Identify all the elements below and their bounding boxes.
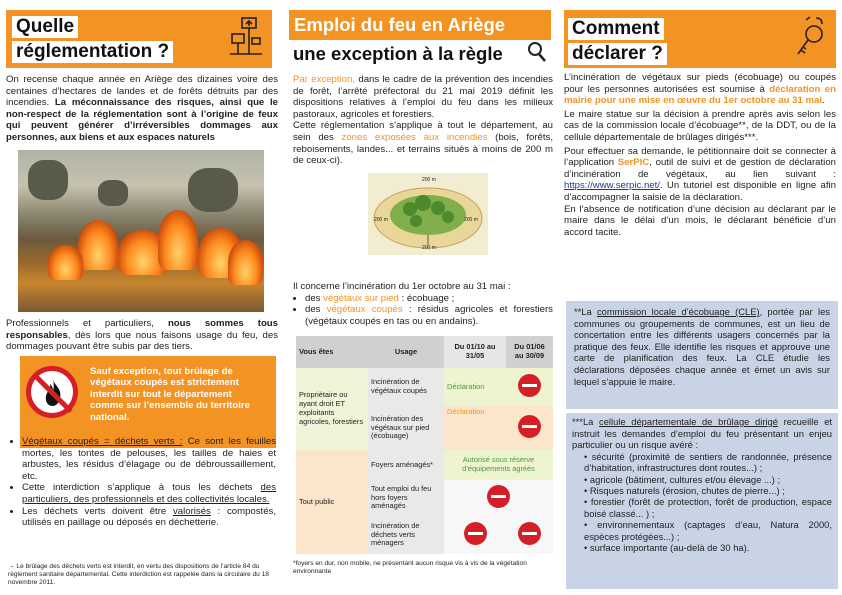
row5-forbidden1 <box>444 516 506 554</box>
th-period1: Du 01/10 au 31/05 <box>444 336 506 368</box>
col2-p1 <box>293 74 553 120</box>
col2-p3: Il concerne l’incinération du 1er octobre au 31 mai : <box>293 281 511 292</box>
list-item: • forestier (forêt de protection, forêt de production, espace boisé classé... ) ; <box>584 496 832 519</box>
wildfire-photo <box>18 150 264 312</box>
col1-title-line2: réglementation ? <box>12 41 173 63</box>
b2-text: : résidus agricoles et forestiers (végétaux coupés en tas ou en andains). <box>305 304 553 327</box>
row2-forbidden <box>506 406 553 450</box>
list-item: • surface importante (au-delà de 30 ha). <box>584 542 750 554</box>
map-label: 200 m <box>422 245 436 251</box>
signpost-icon <box>228 14 266 60</box>
item-text: forestier (forêt de protection, forêt de production, espace boisé classé... ) ; <box>584 496 832 519</box>
item-text: sécurité (proximité de sentiers de randonnée, présence d’habitation, infrastructures dont routes...) ; <box>584 450 832 474</box>
warning-box <box>20 356 276 448</box>
row3-val: Autorisé sous réserve d’équipements agréés <box>444 450 553 480</box>
no-fire-icon <box>26 366 78 418</box>
cellule-box <box>566 413 838 589</box>
list-item <box>22 436 276 482</box>
row5-usage: Incinération de déchets verts ménagers <box>368 516 444 554</box>
col2-title-line2: une exception à la règle <box>289 43 507 65</box>
para2-b: , dès lors que nous faisons usage du feu, des dommages pouvant être subis par des tiers. <box>6 329 278 353</box>
item-text: surface importante (au-delà de 30 ha). <box>589 542 750 554</box>
key-icon <box>792 14 832 62</box>
bullet2-u: des particuliers, des professionnels et des collectivités locales. <box>22 482 276 505</box>
item-text: agricole (bâtiment, cultures et/ou élevage ...) ; <box>589 473 781 485</box>
col2-bullets <box>293 293 553 328</box>
intro-bold: La méconnaissance des risques, ainsi que le non-respect de la réglementation sont à l’origine de feux qui peuvent générer d’irréversibles dommages aux personnes, aux biens et aux espaces naturels <box>6 97 278 143</box>
bullet1-t: Ce sont les feuilles mortes, les tontes de pelouses, les tailles de haies et arbustes, les résidus d’élagage ou de débroussaillement, etc. <box>22 436 276 482</box>
row2-decl: Déclaration <box>444 406 506 450</box>
bullet2-t: Cette interdiction s’applique à tous les déchets <box>22 482 261 494</box>
box2-a: ***La <box>572 416 600 427</box>
b1-or: végétaux sur pied <box>323 292 399 304</box>
box1-a: **La <box>574 306 597 317</box>
col3-title-line2: déclarer ? <box>568 43 667 65</box>
map-label: 200 m <box>374 217 388 223</box>
p1-b: . <box>822 95 825 107</box>
p3-a: Pour effectuer sa demande, le pétitionnaire doit se connecter à l’application <box>564 145 836 169</box>
col3-p1 <box>564 72 836 107</box>
col2-header <box>289 10 551 68</box>
row1-usage: Incinération de végétaux coupés <box>368 368 444 406</box>
bullet3-u: valorisés <box>172 505 211 517</box>
bullet3-t2: : compostés, utilisés en paillage ou déposés en déchetterie. <box>22 505 277 529</box>
col2-p2 <box>293 120 553 166</box>
group1: Propriétaire ou ayant droit ET exploitants agricoles, forestiers <box>296 368 368 450</box>
col1-bullets <box>8 436 276 529</box>
row2-usage: Incinération des végétaux sur pied (écobuage) <box>368 406 444 450</box>
p1-text: dans le cadre de la prévention des incendies de forêt, l’arrêté préfectoral du 21 mai 2019 définit les dispositions relatives à l’emploi du feu dans les milieux pastoraux, agricoles et forestiers. <box>293 74 553 120</box>
item-text: environnementaux (captages d’eau, Natura 2000, espèces protégées...) ; <box>584 519 832 542</box>
cellule-text <box>566 413 838 451</box>
col1-footnote: → Le brûlage des déchets verts est interdit, en vertu des dispositions de l’article 84 du règlement sanitaire départemental. Cette interdiction est rappelée dans la circulaire du 18 novembre 2011. <box>8 563 269 586</box>
col2-title-line1: Emploi du feu en Ariège <box>294 14 506 35</box>
list-item: • environnementaux (captages d’eau, Natura 2000, espèces protégées...) ; <box>584 519 832 542</box>
cellule-list <box>566 451 838 554</box>
col3-p4: En l’absence de notification d’une décision au déclarant par le maire dans le délai d’un mois, le déclarant bénéficie d’un accord tacite. <box>564 203 836 238</box>
para2-a: Professionnels et particuliers, <box>6 318 154 329</box>
list-item: • Risques naturels (érosion, chutes de pierre...) ; <box>584 485 785 496</box>
p2-or: zones exposées aux incendies <box>333 131 488 143</box>
list-item: • sécurité (proximité de sentiers de randonnée, présence d’habitation, infrastructures dont routes...) ; <box>584 450 832 474</box>
b2-or: végétaux coupés <box>326 304 403 316</box>
map-label: 200 m <box>464 217 478 223</box>
forbidden-icon <box>518 415 541 438</box>
cle-box <box>566 301 838 409</box>
col1-header <box>6 10 272 68</box>
row1-forbidden <box>506 368 553 406</box>
box1-b: , portée par les communes ou groupements de communes, est un lieu de concertation entre les différents usagers concernés par la pratique des feux. Elle identifie les risques et approuve une carte de planification des feux. La CLE étudie les déclarations déposées chaque année et émet un avis sur lequel s’appuie le maire. <box>574 306 830 387</box>
list-item: • agricole (bâtiment, cultures et/ou élevage ...) ; <box>584 473 781 485</box>
group2: Tout public <box>296 450 368 554</box>
forbidden-icon <box>464 522 487 545</box>
list-item <box>22 506 276 529</box>
box2-b: recueille et instruit les demandes d’emploi du feu présentant un enjeu particulier ou un risque avéré : <box>572 416 833 451</box>
row5-forbidden2 <box>506 516 553 554</box>
col3-p3 <box>564 146 836 204</box>
p3-b: , outil de suivi et de gestion de déclaration d’incinération de végétaux, au lien suivant : <box>564 157 836 180</box>
intro-text: On recense chaque année en Ariège des dizaines voire des centaines d’hectares de landes et de forêts détruits par des incendies. <box>6 74 278 109</box>
magnifier-icon <box>527 40 547 64</box>
box1-u: commission locale d’écobuage (CLE) <box>596 306 760 317</box>
zone-map <box>368 173 488 255</box>
p3-or: SerPIC <box>614 157 650 169</box>
cle-text <box>566 301 838 387</box>
item-text: Risques naturels (érosion, chutes de pierre...) ; <box>589 485 785 496</box>
usage-table <box>296 336 553 554</box>
forbidden-icon <box>518 374 541 397</box>
bullet1-u: Végétaux coupés = déchets verts : <box>22 436 183 447</box>
col3-title-line1: Comment <box>568 18 664 40</box>
p3-c: . Un tutoriel est disponible en ligne afin d’accompagner la saisie de la déclaration. <box>564 180 836 203</box>
forbidden-icon <box>487 485 510 508</box>
warning-text: Sauf exception, tout brûlage de végétaux coupés est strictement interdit sur tout le département comme sur l’ensemble du territoire national. <box>90 366 250 423</box>
row3-usage: Foyers aménagés* <box>368 450 444 480</box>
para2-bold: nous sommes tous responsables <box>6 318 278 341</box>
p1-or: déclaration en mairie pour une mise en œuvre du 1er octobre au 31 mai <box>564 83 836 107</box>
box2-u: cellule départementale de brûlage dirigé <box>599 416 778 427</box>
list-item <box>22 482 276 505</box>
list-item: • des végétaux coupés : résidus agricoles et forestiers (végétaux coupés en tas ou en andains). <box>305 304 553 327</box>
row1-decl: Déclaration <box>444 368 506 406</box>
map-label: 200 m <box>422 177 436 183</box>
forbidden-icon <box>518 522 541 545</box>
b1-text: : écobuage ; <box>398 292 455 304</box>
row4-usage: Tout emploi du feu hors foyers aménagés <box>368 480 444 516</box>
bullet3-t: Les déchets verts doivent être <box>22 505 173 517</box>
th-vous: Vous êtes <box>299 346 334 356</box>
p1-or: Par exception, <box>293 74 356 85</box>
col3-p2: Le maire statue sur la décision à prendre après avis selon les cas de la commission locale d’écobuage**, de la DDT, ou de la cellule départementale de brûlages dirigés***. <box>564 108 836 143</box>
list-item: • des végétaux sur pied : écobuage ; <box>305 293 553 305</box>
row4-forbidden <box>444 480 553 516</box>
th-period2: Du 01/06 au 30/09 <box>514 342 545 360</box>
col3-header <box>564 10 836 68</box>
col1-intro <box>6 74 278 144</box>
p2-a: Cette réglementation s’applique à tout le département, au sein des <box>293 120 553 143</box>
p2-b: (bois, forêts, reboisements, landes... et terrains situés à moins de 200 m de ceux-ci). <box>293 131 554 167</box>
col1-para2 <box>6 318 278 353</box>
col2-footnote: *foyers en dur, non mobile, ne présentant aucun risque vis à vis de la végétation environnante <box>293 560 527 575</box>
serpic-link[interactable]: https://www.serpic.net/ <box>564 180 660 192</box>
p1-a: L’incinération de végétaux sur pieds (écobuage) ou coupés pour les personnes autorisées est soumise à <box>564 72 836 95</box>
th-usage: Usage <box>394 346 418 356</box>
col1-title-line1: Quelle <box>12 16 78 38</box>
